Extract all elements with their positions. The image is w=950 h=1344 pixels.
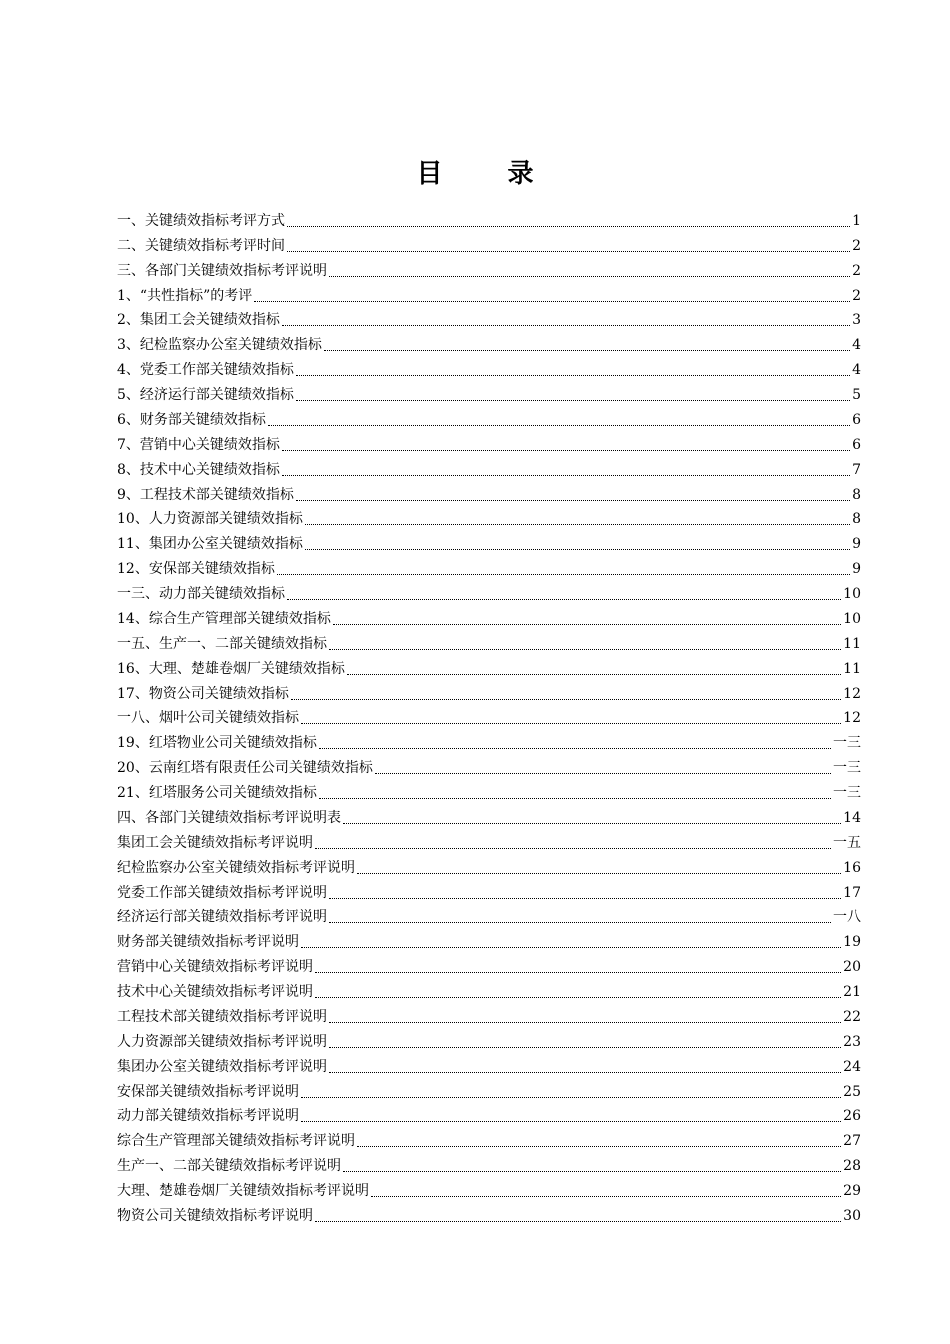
toc-entry-page-number: 30 (843, 1207, 861, 1224)
toc-list (117, 205, 861, 1225)
toc-entry[interactable] (117, 653, 861, 678)
toc-entry-page-number: 4 (852, 362, 861, 379)
toc-entry-text: 14、综合生产管理部关键绩效指标 (117, 610, 331, 627)
toc-entry[interactable] (117, 603, 861, 628)
toc-entry[interactable] (117, 926, 861, 951)
toc-entry-text: 一、关键绩效指标考评方式 (117, 212, 285, 229)
toc-entry-text: 8、技术中心关键绩效指标 (117, 461, 280, 478)
toc-entry-text: 生产一、二部关键绩效指标考评说明 (117, 1158, 341, 1175)
toc-entry-text: 16、大理、楚雄卷烟厂关键绩效指标 (117, 660, 345, 677)
toc-entry-page-number: 3 (852, 312, 861, 329)
toc-entry[interactable] (117, 329, 861, 354)
toc-entry[interactable] (117, 429, 861, 454)
toc-entry[interactable] (117, 280, 861, 305)
toc-entry[interactable] (117, 1175, 861, 1200)
toc-entry[interactable] (117, 727, 861, 752)
dot-leader (305, 506, 850, 525)
toc-entry[interactable] (117, 628, 861, 653)
dot-leader (315, 979, 841, 998)
toc-entry-page-number: 29 (843, 1183, 861, 1199)
dot-leader (296, 357, 850, 376)
toc-entry-page-number: 7 (852, 461, 861, 478)
dot-leader (333, 606, 841, 625)
toc-entry-page-number: 9 (852, 561, 861, 578)
toc-entry-page-number: 23 (843, 1033, 861, 1050)
toc-entry-page-number: 21 (843, 984, 861, 1000)
toc-entry-page-number: 11 (843, 635, 861, 652)
toc-entry-text: 10、人力资源部关键绩效指标 (117, 511, 303, 528)
toc-entry[interactable] (117, 976, 861, 1001)
toc-entry[interactable] (117, 354, 861, 379)
toc-entry-page-number: 27 (843, 1133, 861, 1150)
toc-entry-page-number: 20 (843, 959, 861, 976)
toc-entry[interactable] (117, 528, 861, 553)
toc-entry-page-number: 2 (852, 287, 861, 304)
toc-entry[interactable] (117, 479, 861, 504)
toc-entry-page-number: 9 (852, 536, 861, 553)
toc-entry-page-number: 11 (843, 660, 861, 677)
dot-leader (319, 780, 831, 799)
toc-entry-page-number: 6 (852, 411, 861, 428)
toc-entry[interactable] (117, 1026, 861, 1051)
dot-leader (315, 1203, 841, 1222)
dot-leader (375, 755, 831, 774)
dot-leader (301, 1103, 841, 1122)
toc-entry[interactable] (117, 703, 861, 728)
dot-leader (371, 1178, 841, 1197)
toc-entry-page-number: 12 (843, 685, 861, 702)
toc-entry-text: 7、营销中心关键绩效指标 (117, 436, 280, 453)
toc-entry-text: 11、集团办公室关键绩效指标 (117, 536, 303, 553)
toc-entry-page-number: 6 (852, 436, 861, 453)
toc-entry-text: 人力资源部关键绩效指标考评说明 (117, 1033, 327, 1050)
dot-leader (287, 233, 850, 252)
toc-entry[interactable] (117, 1200, 861, 1225)
toc-entry[interactable] (117, 305, 861, 330)
toc-entry-text: 四、各部门关键绩效指标考评说明表 (117, 809, 341, 826)
toc-entry-text: 20、云南红塔有限责任公司关键绩效指标 (117, 760, 373, 777)
dot-leader (315, 830, 831, 849)
toc-entry-text: 6、财务部关键绩效指标 (117, 411, 266, 428)
toc-entry-text: 21、红塔服务公司关键绩效指标 (117, 785, 317, 801)
toc-entry[interactable] (117, 504, 861, 529)
dot-leader (301, 929, 841, 948)
dot-leader (296, 382, 850, 401)
toc-entry-page-number: 10 (843, 586, 861, 602)
dot-leader (329, 1029, 841, 1048)
toc-entry[interactable] (117, 951, 861, 976)
dot-leader (319, 730, 831, 749)
toc-entry-page-number: 28 (843, 1158, 861, 1175)
toc-entry-text: 综合生产管理部关键绩效指标考评说明 (117, 1133, 355, 1150)
dot-leader (287, 208, 850, 227)
toc-entry-page-number: 2 (852, 262, 861, 279)
toc-entry-text: 技术中心关键绩效指标考评说明 (117, 984, 313, 1000)
dot-leader (347, 656, 841, 675)
toc-entry-text: 工程技术部关键绩效指标考评说明 (117, 1008, 327, 1025)
toc-entry-text: 集团工会关键绩效指标考评说明 (117, 834, 313, 851)
toc-entry[interactable] (117, 404, 861, 429)
toc-entry-page-number: 19 (843, 934, 861, 951)
toc-entry-page-number: 8 (852, 486, 861, 503)
toc-entry-text: 二、关键绩效指标考评时间 (117, 237, 285, 254)
toc-entry-page-number: 一三 (833, 760, 861, 777)
toc-entry-page-number: 14 (843, 809, 861, 826)
toc-entry-page-number: 12 (843, 710, 861, 727)
toc-entry-text: 5、经济运行部关键绩效指标 (117, 387, 294, 403)
dot-leader (282, 432, 850, 451)
dot-leader (287, 581, 841, 600)
toc-entry[interactable] (117, 1076, 861, 1101)
toc-entry-text: 一五、生产一、二部关键绩效指标 (117, 635, 327, 652)
toc-entry-page-number: 16 (843, 859, 861, 876)
toc-entry-page-number: 2 (852, 237, 861, 254)
dot-leader (305, 531, 850, 550)
toc-entry[interactable] (117, 802, 861, 827)
dot-leader (357, 855, 841, 874)
toc-entry[interactable] (117, 777, 861, 802)
toc-entry-page-number: 25 (843, 1083, 861, 1100)
toc-entry-text: 大理、楚雄卷烟厂关键绩效指标考评说明 (117, 1183, 369, 1199)
toc-entry[interactable] (117, 379, 861, 404)
toc-entry-page-number: 8 (852, 511, 861, 528)
toc-entry[interactable] (117, 1125, 861, 1150)
toc-entry-page-number: 一五 (833, 834, 861, 851)
dot-leader (282, 307, 850, 326)
toc-entry-text: 物资公司关键绩效指标考评说明 (117, 1207, 313, 1224)
dot-leader (301, 1079, 841, 1098)
toc-entry-text: 9、工程技术部关键绩效指标 (117, 486, 294, 503)
toc-entry[interactable] (117, 205, 861, 230)
toc-entry-text: 12、安保部关键绩效指标 (117, 561, 275, 578)
dot-leader (357, 1128, 841, 1147)
dot-leader (329, 880, 841, 899)
toc-entry-text: 经济运行部关键绩效指标考评说明 (117, 909, 327, 926)
dot-leader (343, 1153, 841, 1172)
dot-leader (291, 681, 841, 700)
toc-entry-text: 集团办公室关键绩效指标考评说明 (117, 1058, 327, 1075)
toc-entry-text: 17、物资公司关键绩效指标 (117, 685, 289, 702)
toc-entry[interactable] (117, 1150, 861, 1175)
toc-entry-page-number: 10 (843, 610, 861, 627)
dot-leader (329, 1004, 841, 1023)
dot-leader (301, 705, 841, 724)
toc-entry[interactable] (117, 902, 861, 927)
toc-entry[interactable] (117, 1001, 861, 1026)
toc-entry[interactable] (117, 230, 861, 255)
toc-entry[interactable] (117, 678, 861, 703)
toc-entry[interactable] (117, 1101, 861, 1126)
toc-entry-text: 一三、动力部关键绩效指标 (117, 586, 285, 602)
toc-entry[interactable] (117, 827, 861, 852)
toc-entry[interactable] (117, 553, 861, 578)
toc-entry[interactable] (117, 852, 861, 877)
toc-entry[interactable] (117, 1051, 861, 1076)
toc-entry-text: 3、纪检监察办公室关键绩效指标 (117, 337, 322, 354)
toc-entry-page-number: 4 (852, 337, 861, 354)
toc-entry-page-number: 1 (852, 212, 861, 229)
dot-leader (329, 258, 850, 277)
toc-entry-text: 安保部关键绩效指标考评说明 (117, 1083, 299, 1100)
toc-entry-text: 营销中心关键绩效指标考评说明 (117, 959, 313, 976)
dot-leader (329, 1054, 841, 1073)
dot-leader (324, 332, 850, 351)
toc-entry-page-number: 22 (843, 1008, 861, 1025)
toc-entry-text: 一八、烟叶公司关键绩效指标 (117, 710, 299, 727)
toc-entry-text: 19、红塔物业公司关键绩效指标 (117, 735, 317, 752)
dot-leader (277, 556, 850, 575)
toc-entry-page-number: 一八 (833, 909, 861, 926)
toc-entry-text: 财务部关键绩效指标考评说明 (117, 934, 299, 951)
toc-entry-page-number: 24 (843, 1058, 861, 1075)
page-title: 目 录 (416, 159, 562, 189)
toc-entry-page-number: 一三 (833, 735, 861, 752)
toc-entry-text: 1、“共性指标”的考评 (117, 287, 253, 304)
dot-leader (254, 283, 850, 302)
toc-entry-text: 纪检监察办公室关键绩效指标考评说明 (117, 859, 355, 876)
toc-entry-text: 党委工作部关键绩效指标考评说明 (117, 884, 327, 901)
toc-entry[interactable] (117, 877, 861, 902)
toc-entry-page-number: 5 (852, 387, 861, 403)
toc-entry-page-number: 26 (843, 1108, 861, 1125)
dot-leader (268, 407, 850, 426)
toc-entry[interactable] (117, 578, 861, 603)
toc-entry[interactable] (117, 255, 861, 280)
toc-entry-text: 动力部关键绩效指标考评说明 (117, 1108, 299, 1125)
toc-entry[interactable] (117, 454, 861, 479)
dot-leader (296, 482, 850, 501)
dot-leader (315, 954, 841, 973)
dot-leader (343, 805, 841, 824)
toc-entry[interactable] (117, 752, 861, 777)
toc-entry-text: 2、集团工会关键绩效指标 (117, 312, 280, 329)
toc-entry-page-number: 一三 (833, 785, 861, 801)
toc-entry-text: 三、各部门关键绩效指标考评说明 (117, 262, 327, 279)
toc-entry-page-number: 17 (843, 884, 861, 901)
dot-leader (329, 631, 841, 650)
toc-entry-text: 4、党委工作部关键绩效指标 (117, 362, 294, 379)
dot-leader (282, 457, 850, 476)
dot-leader (329, 904, 831, 923)
